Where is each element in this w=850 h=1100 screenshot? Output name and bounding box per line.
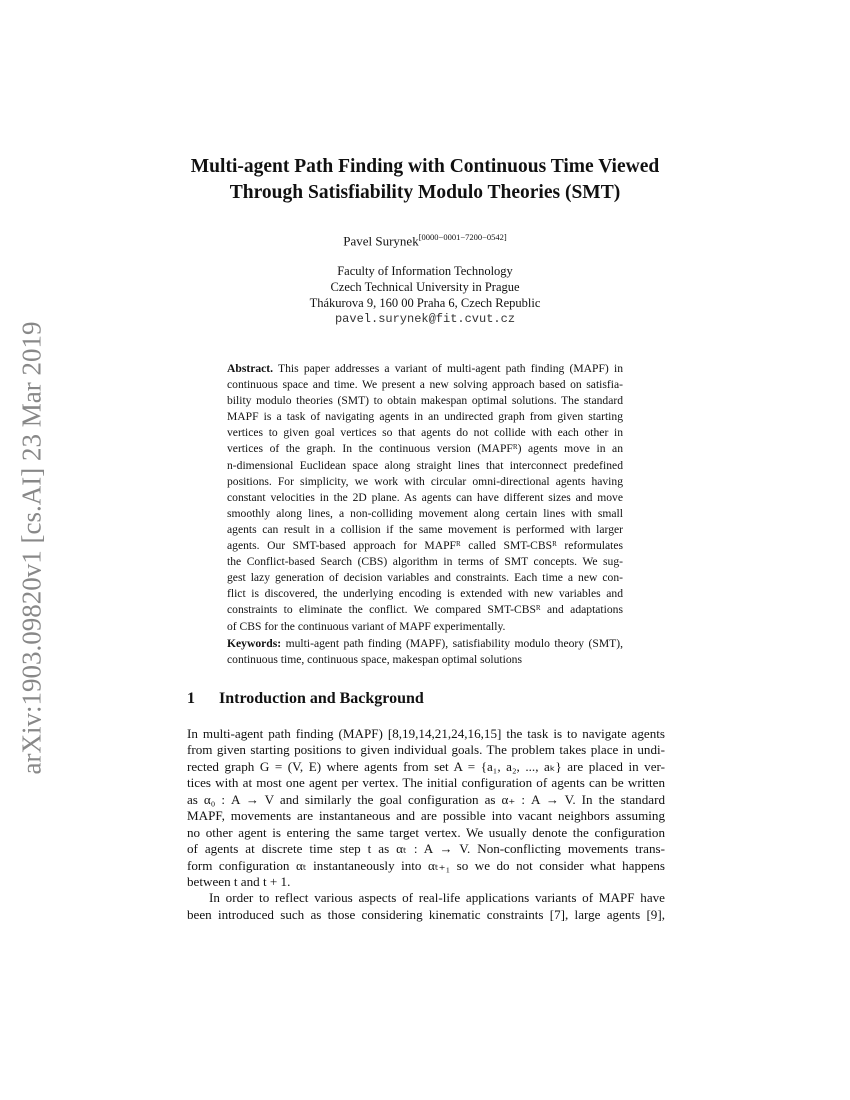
body-line: rected graph G = (V, E) where agents from set A = {a₁, a₂, ..., aₖ} are placed in ver- — [187, 758, 665, 774]
abstract-line: smoothly along lines, a non-colliding movement along certain lines with small — [227, 506, 623, 520]
body-line: MAPF, movements are instantaneous and are possible into vacant neighbors assuming — [187, 808, 665, 824]
abstract-line: gest lazy generation of decision variables and constraints. Each time a new con- — [227, 571, 623, 585]
body-line: from given starting positions to given individual goals. The problem takes place in undi- — [187, 742, 665, 758]
author-orcid: [0000−0001−7200−0542] — [418, 232, 507, 242]
abstract-line: continuous space and time. We present a new solving approach based on satisfia- — [227, 378, 623, 392]
abstract-text: This paper addresses a variant of multi-agent path finding (MAPF) in — [273, 362, 623, 375]
abstract — [227, 361, 623, 635]
author — [0, 232, 850, 249]
introduction-text — [187, 726, 665, 923]
abstract-line: of CBS for the continuous variant of MAPF experimentally. — [227, 619, 506, 633]
author-name: Pavel Surynek — [343, 233, 419, 249]
body-line: tices with at most one agent per vertex. The initial configuration of agents can be written — [187, 775, 665, 791]
abstract-line — [227, 361, 623, 377]
section-number: 1 — [187, 690, 195, 707]
section-title: Introduction and Background — [219, 690, 424, 707]
affiliation-line: Thákurova 9, 160 00 Praha 6, Czech Republic — [309, 296, 541, 310]
abstract-line: n-dimensional Euclidean space along straight lines that interconnect predefined — [227, 458, 623, 472]
abstract-line: bility modulo theories (SMT) to obtain makespan optimal solutions. The standard — [227, 394, 623, 408]
arxiv-identifier: arXiv:1903.09820v1 [cs.AI] 23 Mar 2019 — [16, 321, 47, 775]
abstract-label: Abstract. — [227, 362, 274, 375]
keywords-label: Keywords: — [227, 637, 282, 650]
keywords-line: continuous time, continuous space, makespan optimal solutions — [227, 653, 522, 667]
abstract-line: agents can result in a collision if the same movement is performed with larger — [227, 522, 623, 536]
keywords-text: multi-agent path finding (MAPF), satisfiability modulo theory (SMT), — [281, 637, 623, 650]
abstract-line: constant velocities in the 2D plane. As agents can have different sizes and move — [227, 490, 623, 504]
keywords — [227, 636, 623, 668]
author-email[interactable]: pavel.surynek@fit.cvut.cz — [334, 312, 516, 326]
affiliation-line: Czech Technical University in Prague — [330, 280, 520, 294]
body-line: between t and t + 1. — [187, 873, 291, 889]
body-line: as α₀ : A → V and similarly the goal configuration as α₊ : A → V. In the standard — [187, 791, 665, 807]
keywords-line — [227, 636, 623, 652]
paper-title-line-2: Through Satisfiability Modulo Theories (SMT) — [229, 182, 621, 203]
body-line: form configuration αₜ instantaneously into αₜ₊₁ so we do not consider what happens — [187, 857, 665, 873]
body-line: In multi-agent path finding (MAPF) [8,19,14,21,24,16,15] the task is to navigate agents — [187, 726, 665, 741]
body-line: of agents at discrete time step t as αₜ : A → V. Non-conflicting movements trans- — [187, 841, 665, 857]
abstract-line: vertices to given goal vertices so that agents do not collide with each other in — [227, 426, 623, 440]
abstract-line: flict is discovered, the underlying encoding is extended with new variables and — [227, 587, 623, 601]
body-line: In order to reflect various aspects of real-life applications variants of MAPF have — [209, 890, 665, 906]
abstract-line: vertices of the graph. In the continuous version (MAPFᴿ) agents move in an — [227, 442, 623, 456]
abstract-line: the Conflict-based Search (CBS) algorithm in terms of SMT concepts. We sug- — [227, 555, 623, 569]
abstract-line: constraints to eliminate the conflict. We compared SMT-CBSᴿ and adaptations — [227, 603, 623, 617]
section-heading — [187, 690, 424, 708]
abstract-line: agents. Our SMT-based approach for MAPFᴿ called SMT-CBSᴿ reformulates — [227, 539, 623, 553]
abstract-line: positions. For simplicity, we work with circular omni-directional agents having — [227, 474, 623, 488]
body-line: no other agent is entering the same target vertex. We usually denote the configuration — [187, 824, 665, 840]
abstract-line: MAPF is a task of navigating agents in an undirected graph from given starting — [227, 410, 623, 424]
affiliation-line: Faculty of Information Technology — [337, 264, 513, 278]
body-line: been introduced such as those considering kinematic constraints [7], large agents [9], — [187, 906, 665, 922]
paper-title-line-1: Multi-agent Path Finding with Continuous Time Viewed — [190, 156, 660, 177]
